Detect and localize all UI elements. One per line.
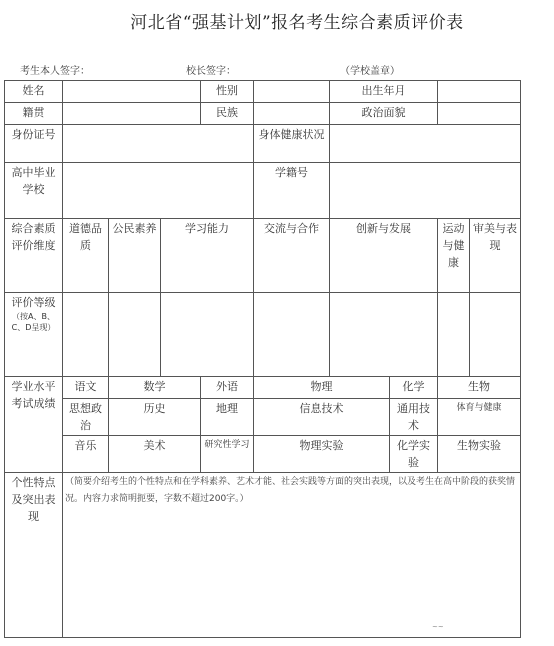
grade-field-citizenship[interactable] <box>109 293 161 377</box>
health-label: 身体健康状况 <box>254 125 330 163</box>
subject-label: 生物实验 <box>438 436 521 473</box>
grade-header <box>5 293 63 377</box>
name-field[interactable] <box>63 81 201 103</box>
principal-signature-label: 校长签字： <box>186 66 236 77</box>
hometown-field[interactable] <box>63 103 201 125</box>
grade-field-morality[interactable] <box>63 293 109 377</box>
subject-label: 数学 <box>109 377 201 399</box>
subject-label: 研究性学习 <box>201 436 254 473</box>
dimension-citizenship: 公民素养 <box>109 219 161 293</box>
birth-label: 出生年月 <box>330 81 438 103</box>
subject-label: 信息技术 <box>254 399 390 436</box>
form-title: 河北省“强基计划”报名考生综合素质评价表 <box>130 13 464 33</box>
subject-label: 思想政治 <box>63 399 109 436</box>
dimension-morality: 道德品质 <box>63 219 109 293</box>
subject-label: 美术 <box>109 436 201 473</box>
gender-field[interactable] <box>254 81 330 103</box>
grade-field-learning[interactable] <box>161 293 254 377</box>
quality-dimension-row <box>5 219 521 293</box>
grade-note: （按A、B、C、D呈现） <box>11 312 56 332</box>
gender-label: 性别 <box>201 81 254 103</box>
quality-header: 综合素质评价维度 <box>5 219 63 293</box>
subject-label: 物理 <box>254 377 390 399</box>
subject-label: 地理 <box>201 399 254 436</box>
hometown-label: 籍贯 <box>5 103 63 125</box>
subject-label: 历史 <box>109 399 201 436</box>
basic-info-row-3 <box>5 125 521 163</box>
academics-row-a <box>5 377 521 399</box>
student-no-label: 学籍号 <box>254 163 330 219</box>
student-no-field[interactable] <box>330 163 521 219</box>
subject-label: 生物 <box>438 377 521 399</box>
academics-row-c <box>5 436 521 473</box>
basic-info-row-4 <box>5 163 521 219</box>
dimension-learning: 学习能力 <box>161 219 254 293</box>
id-number-field[interactable] <box>63 125 254 163</box>
subject-label: 外语 <box>201 377 254 399</box>
dimension-aesthetics: 审美与表现 <box>470 219 521 293</box>
ethnicity-field[interactable] <box>254 103 330 125</box>
academics-header: 学业水平考试成绩 <box>5 377 63 473</box>
grade-field-aesthetics[interactable] <box>470 293 521 377</box>
political-label: 政治面貌 <box>330 103 438 125</box>
features-row <box>5 473 521 638</box>
grade-field-innovation[interactable] <box>330 293 438 377</box>
grade-label: 评价等级 <box>11 296 56 309</box>
dimension-cooperation: 交流与合作 <box>254 219 330 293</box>
subject-label: 音乐 <box>63 436 109 473</box>
grade-field-cooperation[interactable] <box>254 293 330 377</box>
school-field[interactable] <box>63 163 254 219</box>
health-field[interactable] <box>330 125 521 163</box>
ethnicity-label: 民族 <box>201 103 254 125</box>
basic-info-row-2 <box>5 103 521 125</box>
footer-mark: ~~ <box>432 623 444 631</box>
subject-label: 通用技术 <box>390 399 438 436</box>
dimension-health: 运动与健康 <box>438 219 470 293</box>
features-header: 个性特点及突出表现 <box>5 473 63 638</box>
subject-label: 体育与健康 <box>438 399 521 436</box>
political-field[interactable] <box>438 103 521 125</box>
grade-field-health[interactable] <box>438 293 470 377</box>
dimension-innovation: 创新与发展 <box>330 219 438 293</box>
basic-info-row-1 <box>5 81 521 103</box>
features-field[interactable] <box>63 473 521 638</box>
academics-row-b <box>5 399 521 436</box>
subject-label: 化学实验 <box>390 436 438 473</box>
school-seal-label: （学校盖章） <box>340 66 400 77</box>
school-label: 高中毕业学校 <box>5 163 63 219</box>
subject-label: 化学 <box>390 377 438 399</box>
student-signature-label: 考生本人签字： <box>20 66 90 77</box>
subject-label: 语文 <box>63 377 109 399</box>
evaluation-form-table <box>4 80 521 638</box>
subject-label: 物理实验 <box>254 436 390 473</box>
id-number-label: 身份证号 <box>5 125 63 163</box>
features-instruction: （简要介绍考生的个性特点和在学科素养、艺术才能、社会实践等方面的突出表现，以及考生在高中阶段的获奖情况。内容力求简明扼要，字数不超过200字。） <box>65 477 516 504</box>
birth-field[interactable] <box>438 81 521 103</box>
grade-row <box>5 293 521 377</box>
name-label: 姓名 <box>5 81 63 103</box>
